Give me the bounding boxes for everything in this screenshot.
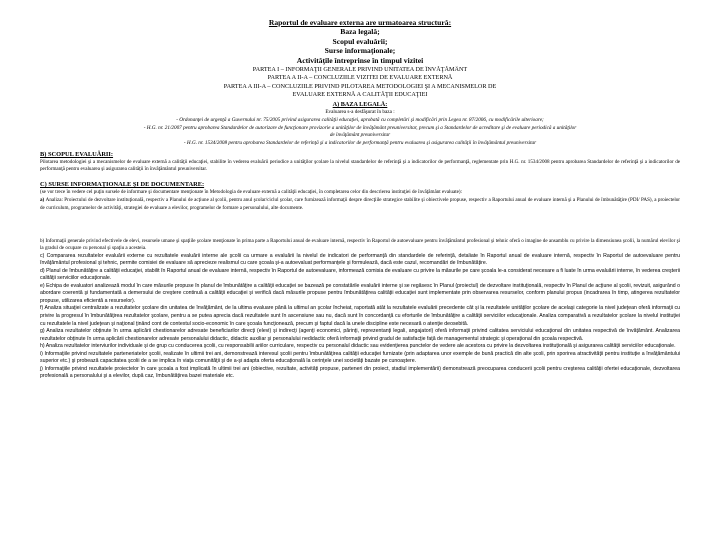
part-three-heading-continued: EVALUARE EXTERNĂ A CALITĂŢII EDUCAŢIEI bbox=[292, 91, 428, 99]
list-item: i) Informaţiile privind rezultatele parteneriatelor şcolii, realizate în ultimii trei ani, demonstrează interesul şcolii pentru îmbunătăţirea calităţii educaţiei furnizate (prin adaptarea unor exemple de bună practică din alte şcoli, prin sporirea atractivităţii pentru instituţie a învăţământului superior etc.) şi probează capacitatea şcolii de a se implica în viaţa comunităţii şi de a-şi adapta oferta educaţională la cerinţele unei societăţi bazate pe cunoaştere. bbox=[40, 350, 680, 365]
list-item: b) Informaţii generale privind efectivele de elevi, resursele umane şi spaţiile şcolare menţionate în prima parte a Raportului anual de evaluare internă, respectiv în Raportul de autoevaluare pentru învăţământul profesional şi tehnic oferă o imagine de ansamblu cu privire la dimensiunea şcolii, la numărul elevilor şi la gradul de ocupare cu personal şi spaţiu a acesteia. bbox=[40, 238, 680, 252]
legal-item-hg-21: - H.G. nr. 21/2007 pentru aprobarea Standardelor de autorizare de funcţionare provizorie a unităţilor de învăţământ preuniversitar, precum şi a Standardelor de acreditare şi de evaluare periodică a unităţilor bbox=[143, 124, 577, 131]
list-item: d) Planul de îmbunătăţire a calităţii educaţiei, stabilit în Raportul anual de evaluare internă, respectiv în Raportul de autoevaluare, informează comisia de evaluare cu privire la măsurile pe care şcoala le-a considerat necesare a fi luate în urma evaluării interne, în vederea creşterii calităţii serviciilor educaţionale. bbox=[40, 267, 680, 282]
part-two-heading: PARTEA A II-A – CONCLUZIILE VIZITEI DE EVALUARE EXTERNĂ bbox=[267, 74, 453, 82]
parts-block bbox=[110, 66, 610, 100]
title-item-sources: Surse informaţionale; bbox=[324, 46, 396, 56]
legal-basis-heading: A) BAZA LEGALĂ: bbox=[332, 101, 388, 108]
legal-basis-intro: Evaluarea s-a desfăşurat în baza : bbox=[325, 109, 395, 116]
information-sources-list bbox=[40, 238, 680, 381]
list-item: e) Echipa de evaluatori analizează modul în care măsurile propuse în planul de îmbunătăţire a calităţii educaţiei se bazează pe constatările evaluării interne şi se regăsesc în Planul (proiectul) de dezvoltare instituţională, respectiv în Planul de acţiune al şcolii, revizuit, asigurând o abordare coerentă şi fundamentată a demersului de creştere continuă a calităţii educaţiei şi verifică dacă măsurile propuse pentru îmbunătăţirea calităţii educaţiei sunt implementate prin observarea resurselor, conform planului propus (incadrarea în timp, atingerea rezultatelor propuse, utilizarea eficientă a resurselor). bbox=[40, 282, 680, 304]
title-item-scope: Scopul evaluării; bbox=[332, 36, 388, 46]
title-item-legal-basis: Baza legală; bbox=[340, 27, 380, 37]
analysis-paragraph bbox=[40, 197, 680, 212]
legal-item-hg-1534: - H.G. nr. 1534/2008 pentru aprobarea Standardelor de referinţă şi a indicatorilor de performanţă pentru evaluarea şi asigurarea calităţii în învăţământul preuniversitar bbox=[183, 139, 537, 146]
title-item-activities: Activităţile întreprinse în timpul vizitei bbox=[296, 55, 424, 65]
list-item: f) Analiza situaţiei centralizate a rezultatelor şcolare din unitatea de învăţământ, de la ultima evaluare până la ultimul an şcolar încheiat, raportată atât la rezultatele evaluării precedente cât şi la rezultatele unităţilor şcolare de acelaşi categorie la nivel judeţean oferă informaţii cu privire la progresul în îmbunătăţirea rezultatelor şcolare, pentru a se putea aprecia dacă rezultatele sunt în ascensiune sau nu, dacă sunt în concordanţă cu eforturile de îmbunătăţire a calităţii serviciilor educaţionale. Analiza comparativă a rezultatelor şcolare la nivelul instituţiei cu rezultatele la nivel judeţean şi naţional ţinând cont de contextul socio-economic în care şcoala funcţionează, precum şi faptul dacă la unele discipline este necesară o atenţie deosebită. bbox=[40, 305, 680, 327]
part-one-heading: PARTEA I – INFORMAŢII GENERALE PRIVIND UNITATEA DE ÎNVĂŢĂMÂNT bbox=[252, 66, 468, 73]
title-block bbox=[120, 18, 600, 65]
analysis-label: a) bbox=[40, 197, 46, 204]
list-item: h) Analiza rezultatelor interviurilor individuale şi de grup cu conducerea şcolii, cu responsabilii ariilor curriculare, respectiv cu personalul didactic sau evidenţierea punctelor de vedere ale acestora cu privire la dezvoltarea instituţională şi asigurarea calităţii serviciilor educaţionale. bbox=[40, 343, 676, 350]
sources-heading: C) SURSE INFORMAŢIONALE ŞI DE DOCUMENTARE: bbox=[40, 181, 205, 188]
document-title: Raportul de evaluare externa are urmatoarea structură: bbox=[268, 18, 452, 27]
scope-text: Pilotarea metodologiei şi a mecanismelor de evaluare externă a calităţii educaţiei, stabilite în vederea evaluării periodice a unităţilor şcolare la nivelul standardelor de referinţă şi a indicatorilor de performanţă, reglementate prin H.G. nr. 1534/2008 pentru aprobarea Standardelor de referinţă şi a indicatorilor de performanţă pentru evaluarea şi asigurarea calităţii în învăţământul preuniversitar. bbox=[40, 159, 680, 173]
part-three-heading: PARTEA A III-A – CONCLUZIILE PRIVIND PILOTAREA METODOLOGIEI ŞI A MECANISMELOR DE bbox=[223, 82, 497, 90]
legal-basis-block bbox=[40, 101, 680, 147]
list-item: c) Compararea rezultatelor evaluării externe cu rezultatele evaluării interne ale şcolii ca urmare a evaluării la nivelul de indicatori de performanţă din standardele de referinţă, detaliate în Raportul anual de evaluare internă, respectiv în Raportul de autoevaluare pentru învăţământul profesional şi tehnic, permite comisiei de evaluare să aprecieze realismul cu care şcoala şi-a autoevaluat performanţele şi formulează, dacă este cazul, recomandări de îmbunătăţire. bbox=[40, 252, 680, 267]
sources-section bbox=[40, 181, 680, 212]
scope-heading: B) SCOPUL EVALUĂRII: bbox=[40, 151, 114, 158]
legal-item-oug: - Ordonanţei de urgenţă a Guvernului nr. 75/2005 privind asigurarea calităţii educaţiei, aprobată cu completări şi modificări prin Legea nr. 87/2006, cu modificările ulterioare; bbox=[176, 117, 544, 123]
list-item: j) Informaţiile privind rezultatele proiectelor în care şcoala a fost implicată în ultimii trei ani (obiective, rezultate, activităţi propuse, parteneri din proiect, stadiul implementării) demonstrează preocuparea conducerii şcolii pentru creşterea calităţii ofertei educaţionale, dezvoltarea profesională a personalului şi a elevilor, după caz, îmbunătăţirea bazei materiale etc. bbox=[40, 365, 680, 380]
sources-intro: (se vor trece în vedere cel puţin sursele de informare şi documentare menţionate în Metodologia de evaluare externă a calităţii educaţiei, în completarea celor din descrierea instituţiei de învăţământ evaluate): bbox=[40, 189, 463, 195]
scope-section bbox=[40, 151, 680, 174]
analysis-text: Analiza: Proiectului de dezvoltare instituţională, respectiv a Planului de acţiune al şcolii, pentru anul şcolar/ciclul şcolar, care furnizează informaţii despre direcţiile strategice stabilite şi obiectivele propuse, respectiv a Raportului anual de evaluare internă şi a Planului de îmbunătăţire (PDI/ PAS), a proiectelor de curriculum, programelor de activităţi, strategiei de evaluare a elevilor, programelor de formare a personalului, alte documente. bbox=[40, 197, 680, 211]
list-item: g) Analiza rezultatelor obţinute în urma aplicării chestionarelor adresate beneficiarilor direcţi (elevi) şi indirecţi (agenţi economici, părinţi, reprezentanţi legali, angajatori) oferă informaţii privind calitatea serviciului educaţional din unitatea respectivă de învăţământ. Analizarea rezultatelor obţinute în urma aplicării chestionarelor adresate personalului didactic, didactic auxiliar şi personalului nedidactic oferă informaţii privind gradul de satisfacţie faţă de managementul strategic şi operaţional din şcoala respectivă. bbox=[40, 328, 680, 342]
legal-item-hg-21-continued: de învăţământ preuniversitar bbox=[329, 132, 391, 139]
